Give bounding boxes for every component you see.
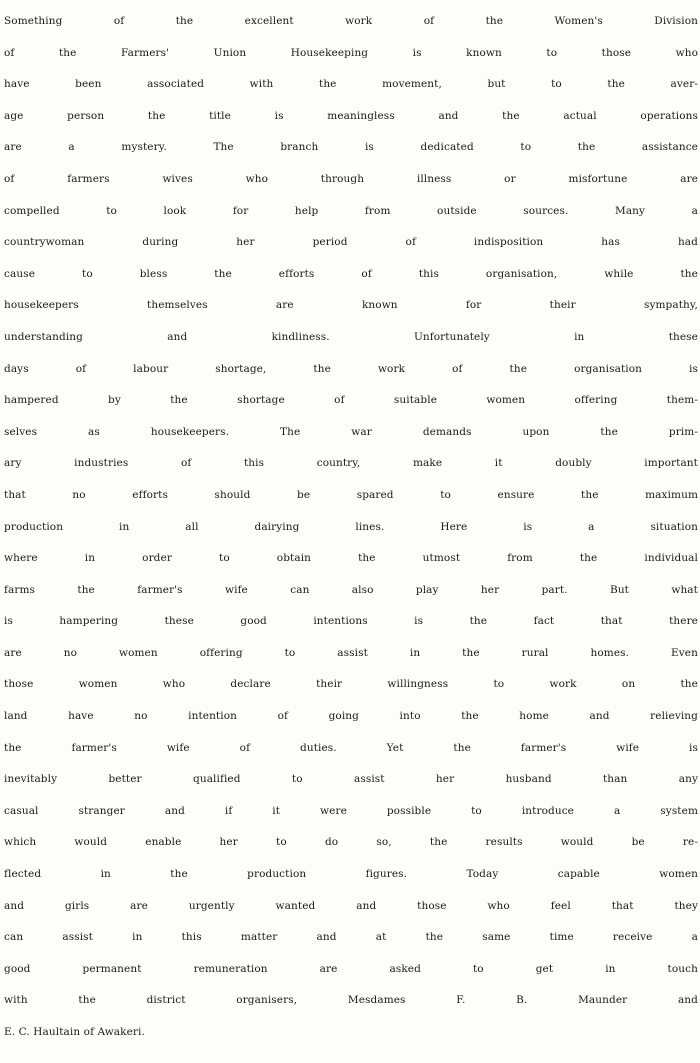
text-line: where in order to obtain the utmost from the individual [4, 552, 698, 565]
text-line: production in all dairying lines. Here is a situation [4, 520, 698, 533]
text-line: flected in the production figures. Today capable women [4, 868, 698, 881]
text-line: Something of the excellent work of the Women's Division [4, 15, 698, 27]
text-line: compelled to look for help from outside sources. Many a [4, 204, 698, 217]
text-line: days of labour shortage, the work of the organisation is [4, 362, 698, 375]
text-line: cause to bless the efforts of this organisation, while the [4, 267, 698, 280]
text-line: is hampering these good intentions is the fact that there [4, 615, 698, 628]
text-line: casual stranger and if it were possible to introduce a system [4, 804, 698, 817]
text-line: which would enable her to do so, the results would be re- [4, 836, 698, 849]
text-line: inevitably better qualified to assist her husband than any [4, 773, 698, 786]
text-line: farms the farmer's wife can also play her part. But what [4, 583, 698, 596]
text-line: those women who declare their willingness to work on the [4, 678, 698, 691]
text-line: understanding and kindliness. Unfortunately in these [4, 330, 698, 343]
text-line: the farmer's wife of duties. Yet the farmer's wife is [4, 741, 698, 754]
text-line: of the Farmers' Union Housekeeping is known to those who [4, 46, 698, 59]
text-line: housekeepers themselves are known for their sympathy, [4, 299, 698, 312]
text-line: age person the title is meaningless and the actual operations [4, 109, 698, 122]
text-line: can assist in this matter and at the same time receive a [4, 931, 698, 944]
text-line: have been associated with the movement, but to the aver- [4, 78, 698, 91]
text-line: and girls are urgently wanted and those who feel that they [4, 899, 698, 912]
text-line: of farmers wives who through illness or misfortune are [4, 172, 698, 185]
text-line: countrywoman during her period of indisposition has had [4, 236, 698, 249]
text-line: are no women offering to assist in the rural homes. Even [4, 646, 698, 659]
text-line: with the district organisers, Mesdames F. B. Maunder and [4, 994, 698, 1007]
text-line: land have no intention of going into the home and relieving [4, 710, 698, 723]
text-line: ary industries of this country, make it doubly important [4, 457, 698, 470]
article-body [4, 6, 698, 1049]
text-line: good permanent remuneration are asked to get in touch [4, 962, 698, 975]
text-line: that no efforts should be spared to ensure the maximum [4, 488, 698, 501]
text-line: hampered by the shortage of suitable women offering them- [4, 394, 698, 407]
text-line: are a mystery. The branch is dedicated to the assistance [4, 141, 698, 154]
text-line: selves as housekeepers. The war demands upon the prim- [4, 425, 698, 438]
text-line: E. C. Haultain of Awakeri. [4, 1026, 145, 1038]
